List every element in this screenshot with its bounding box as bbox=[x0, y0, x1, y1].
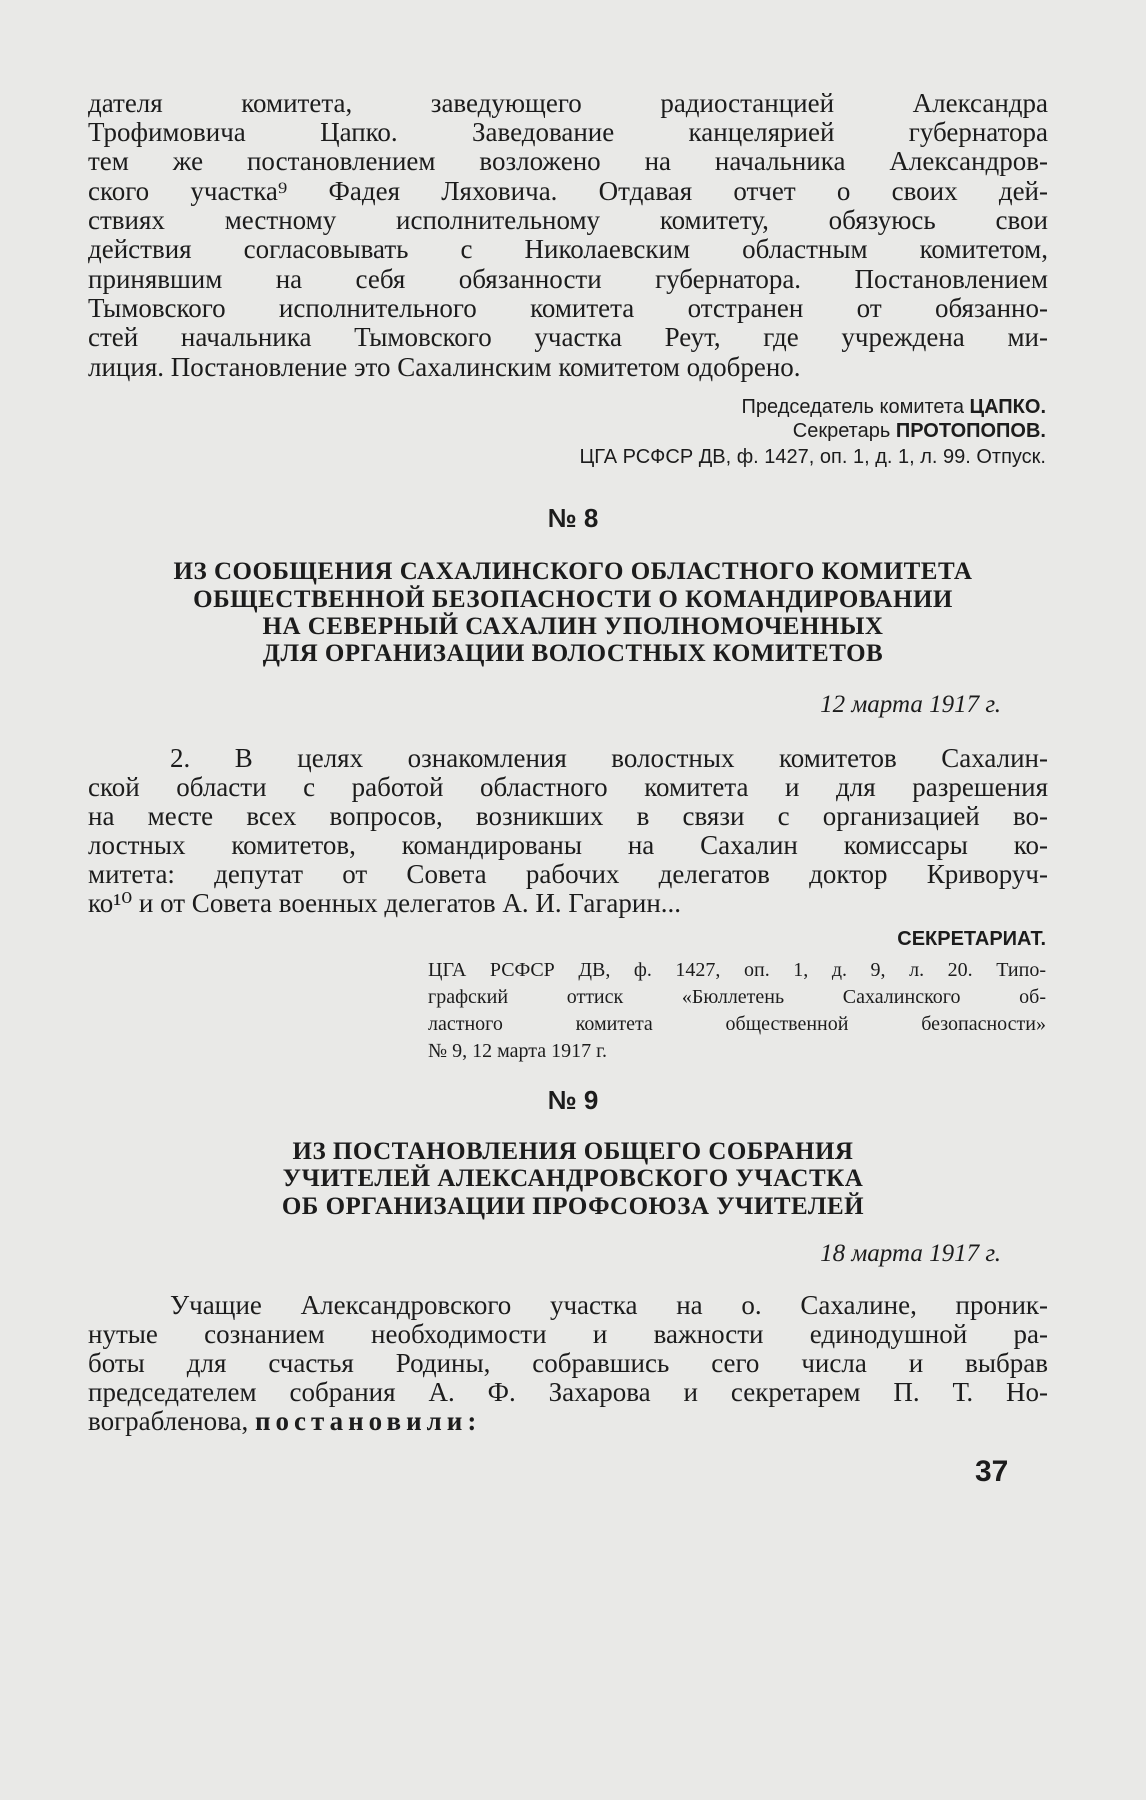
chair-signature bbox=[742, 396, 1046, 419]
heading-line: ИЗ ПОСТАНОВЛЕНИЯ ОБЩЕГО СОБРАНИЯ bbox=[292, 1138, 854, 1165]
source-line: ластного комитета общественной безопасности» bbox=[428, 1013, 1046, 1035]
source-line: ЦГА РСФСР ДВ, ф. 1427, оп. 1, д. 9, л. 20. Типо- bbox=[428, 959, 1046, 981]
heading-line: ОБ ОРГАНИЗАЦИИ ПРОФСОЮЗА УЧИТЕЛЕЙ bbox=[281, 1193, 865, 1220]
text-fragment: вограбленова, bbox=[88, 1406, 249, 1436]
text-line: лиция. Постановление это Сахалинским комитетом одобрено. bbox=[88, 352, 801, 382]
signature-name: ЦАПКО. bbox=[969, 396, 1046, 418]
text-line: действия согласовывать с Николаевским областным комитетом, bbox=[88, 234, 1048, 264]
text-line: 2. В целях ознакомления волостных комитетов Сахалин- bbox=[170, 743, 1048, 773]
document-date: 18 марта 1917 г. bbox=[820, 1240, 1001, 1267]
document-number: № 9 bbox=[547, 1085, 599, 1115]
text-line: стей начальника Тымовского участка Реут, где учреждена ми- bbox=[88, 322, 1048, 352]
archive-source: ЦГА РСФСР ДВ, ф. 1427, оп. 1, д. 1, л. 99. Отпуск. bbox=[579, 446, 1046, 468]
text-line: принявшим на себя обязанности губернатора. Постановлением bbox=[88, 264, 1048, 294]
emphasized-word: постановили: bbox=[254, 1406, 482, 1436]
text-line: Тымовского исполнительного комитета отстранен от обязанно- bbox=[88, 293, 1048, 323]
text-line: митета: депутат от Совета рабочих делегатов доктор Криворуч- bbox=[88, 859, 1048, 889]
text-line: боты для счастья Родины, собравшись сего числа и выбрав bbox=[88, 1348, 1048, 1378]
text-line: председателем собрания А. Ф. Захарова и секретарем П. Т. Но- bbox=[88, 1377, 1048, 1407]
heading-line: НА СЕВЕРНЫЙ САХАЛИН УПОЛНОМОЧЕННЫХ bbox=[262, 613, 884, 640]
document-number: № 8 bbox=[547, 503, 599, 533]
text-line: Учащие Александровского участка на о. Сахалине, проник- bbox=[170, 1290, 1048, 1320]
text-line: нутые сознанием необходимости и важности единодушной ра- bbox=[88, 1319, 1048, 1349]
text-line bbox=[88, 1406, 1048, 1436]
text-line: на месте всех вопросов, возникших в связи с организацией во- bbox=[88, 801, 1048, 831]
signature-label: Председатель комитета bbox=[741, 396, 964, 418]
text-line: тем же постановлением возложено на начальника Александров- bbox=[88, 146, 1048, 176]
text-line: дателя комитета, заведующего радиостанцией Александра bbox=[88, 88, 1048, 118]
document-date: 12 марта 1917 г. bbox=[820, 691, 1001, 718]
secretariat-signature: СЕКРЕТАРИАТ. bbox=[897, 928, 1046, 950]
signature-name: ПРОТОПОПОВ. bbox=[895, 420, 1046, 442]
text-line: ко¹⁰ и от Совета военных делегатов А. И. Гагарин... bbox=[88, 888, 682, 918]
heading-line: ОБЩЕСТВЕННОЙ БЕЗОПАСНОСТИ О КОМАНДИРОВАНИИ bbox=[193, 586, 953, 613]
text-line: ского участка⁹ Фадея Ляховича. Отдавая отчет о своих дей- bbox=[88, 176, 1048, 206]
text-line: ствиях местному исполнительному комитету, обязуюсь свои bbox=[88, 205, 1048, 235]
text-line: ской области с работой областного комитета и для разрешения bbox=[88, 772, 1048, 802]
heading-line: УЧИТЕЛЕЙ АЛЕКСАНДРОВСКОГО УЧАСТКА bbox=[282, 1165, 864, 1192]
text-line: лостных комитетов, командированы на Сахалин комиссары ко- bbox=[88, 830, 1048, 860]
heading-line: ИЗ СООБЩЕНИЯ САХАЛИНСКОГО ОБЛАСТНОГО КОМИТЕТА bbox=[173, 558, 973, 585]
heading-line: ДЛЯ ОРГАНИЗАЦИИ ВОЛОСТНЫХ КОМИТЕТОВ bbox=[262, 640, 884, 667]
source-line: графский оттиск «Бюллетень Сахалинского об- bbox=[428, 986, 1046, 1008]
signature-label: Секретарь bbox=[792, 420, 891, 442]
page-number: 37 bbox=[975, 1455, 1009, 1488]
text-line: Трофимовича Цапко. Заведование канцелярией губернатора bbox=[88, 117, 1048, 147]
source-line: № 9, 12 марта 1917 г. bbox=[428, 1040, 608, 1062]
secretary-signature bbox=[793, 420, 1046, 443]
